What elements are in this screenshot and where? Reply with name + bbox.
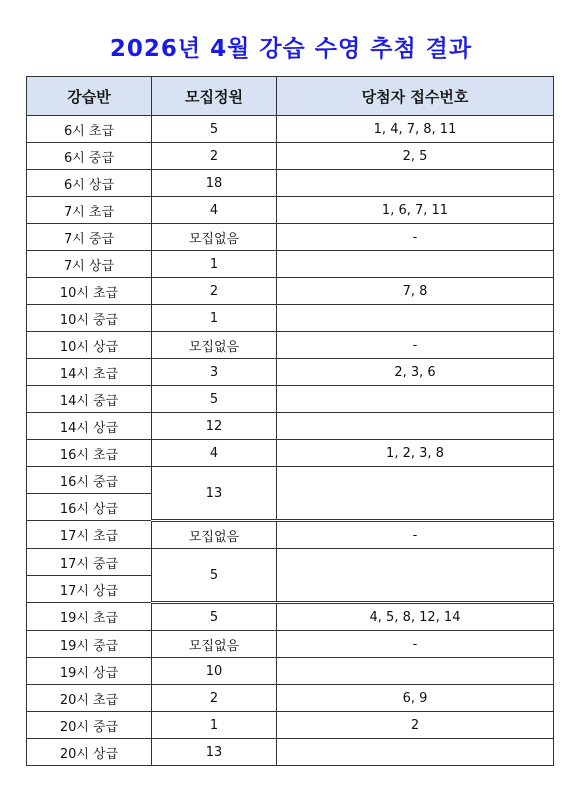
table-row <box>27 143 554 170</box>
capacity-cell: 12 <box>152 413 277 440</box>
capacity-cell: 모집없음 <box>152 631 277 658</box>
table-row <box>27 251 554 278</box>
class-cell: 14시 중급 <box>27 386 152 413</box>
table-row <box>27 549 554 576</box>
class-cell: 6시 상급 <box>27 170 152 197</box>
table-row <box>27 359 554 386</box>
class-cell: 16시 중급 <box>27 467 152 494</box>
class-cell: 14시 상급 <box>27 413 152 440</box>
winners-cell <box>277 170 554 197</box>
capacity-cell: 4 <box>152 440 277 467</box>
table-row <box>27 712 554 739</box>
winners-cell: 2, 5 <box>277 143 554 170</box>
capacity-cell: 5 <box>152 603 277 631</box>
capacity-cell: 18 <box>152 170 277 197</box>
page-title: 2026년 4월 강습 수영 추첨 결과 <box>109 36 473 62</box>
table-row <box>27 305 554 332</box>
capacity-cell: 4 <box>152 197 277 224</box>
table-row <box>27 386 554 413</box>
header-class: 강습반 <box>27 77 152 116</box>
winners-cell <box>277 305 554 332</box>
table-row <box>27 170 554 197</box>
capacity-cell: 13 <box>152 739 277 766</box>
winners-cell <box>277 658 554 685</box>
table-row <box>27 521 554 549</box>
winners-cell: 7, 8 <box>277 278 554 305</box>
table-row <box>27 739 554 766</box>
class-cell: 17시 상급 <box>27 576 152 603</box>
class-cell: 10시 중급 <box>27 305 152 332</box>
winners-cell: - <box>277 332 554 359</box>
table-row <box>27 658 554 685</box>
capacity-cell: 1 <box>152 712 277 739</box>
table-row <box>27 603 554 631</box>
lottery-results-table <box>26 76 554 766</box>
capacity-cell: 10 <box>152 658 277 685</box>
class-cell: 10시 상급 <box>27 332 152 359</box>
table-row <box>27 467 554 494</box>
capacity-cell: 5 <box>152 549 277 603</box>
class-cell: 17시 초급 <box>27 521 152 549</box>
class-cell: 20시 초급 <box>27 685 152 712</box>
class-cell: 7시 초급 <box>27 197 152 224</box>
winners-cell: - <box>277 224 554 251</box>
winners-cell <box>277 739 554 766</box>
class-cell: 16시 상급 <box>27 494 152 521</box>
winners-cell: 2 <box>277 712 554 739</box>
class-cell: 19시 중급 <box>27 631 152 658</box>
capacity-cell: 2 <box>152 278 277 305</box>
winners-cell: 1, 4, 7, 8, 11 <box>277 116 554 143</box>
class-cell: 19시 상급 <box>27 658 152 685</box>
winners-cell: 6, 9 <box>277 685 554 712</box>
class-cell: 6시 초급 <box>27 116 152 143</box>
class-cell: 20시 상급 <box>27 739 152 766</box>
winners-cell: 1, 6, 7, 11 <box>277 197 554 224</box>
capacity-cell: 1 <box>152 251 277 278</box>
winners-cell <box>277 467 554 521</box>
capacity-cell: 2 <box>152 685 277 712</box>
table-row <box>27 197 554 224</box>
header-capacity: 모집정원 <box>152 77 277 116</box>
winners-cell <box>277 413 554 440</box>
capacity-cell: 모집없음 <box>152 332 277 359</box>
winners-cell <box>277 549 554 603</box>
capacity-cell: 5 <box>152 386 277 413</box>
capacity-cell: 5 <box>152 116 277 143</box>
class-cell: 17시 중급 <box>27 549 152 576</box>
class-cell: 10시 초급 <box>27 278 152 305</box>
table-header-row <box>27 77 554 116</box>
table-row <box>27 116 554 143</box>
winners-cell: 1, 2, 3, 8 <box>277 440 554 467</box>
capacity-cell: 3 <box>152 359 277 386</box>
winners-cell: 4, 5, 8, 12, 14 <box>277 603 554 631</box>
winners-cell: - <box>277 631 554 658</box>
capacity-cell: 2 <box>152 143 277 170</box>
class-cell: 19시 초급 <box>27 603 152 631</box>
table-row <box>27 631 554 658</box>
capacity-cell: 모집없음 <box>152 224 277 251</box>
header-winners: 당첨자 접수번호 <box>277 77 554 116</box>
class-cell: 7시 중급 <box>27 224 152 251</box>
table-row <box>27 685 554 712</box>
winners-cell: - <box>277 521 554 549</box>
class-cell: 20시 중급 <box>27 712 152 739</box>
class-cell: 7시 상급 <box>27 251 152 278</box>
table-row <box>27 440 554 467</box>
winners-cell <box>277 251 554 278</box>
capacity-cell: 1 <box>152 305 277 332</box>
class-cell: 16시 초급 <box>27 440 152 467</box>
table-row <box>27 278 554 305</box>
class-cell: 6시 중급 <box>27 143 152 170</box>
winners-cell <box>277 386 554 413</box>
table-row <box>27 413 554 440</box>
winners-cell: 2, 3, 6 <box>277 359 554 386</box>
capacity-cell: 13 <box>152 467 277 521</box>
class-cell: 14시 초급 <box>27 359 152 386</box>
table-row <box>27 332 554 359</box>
capacity-cell: 모집없음 <box>152 521 277 549</box>
table-row <box>27 224 554 251</box>
